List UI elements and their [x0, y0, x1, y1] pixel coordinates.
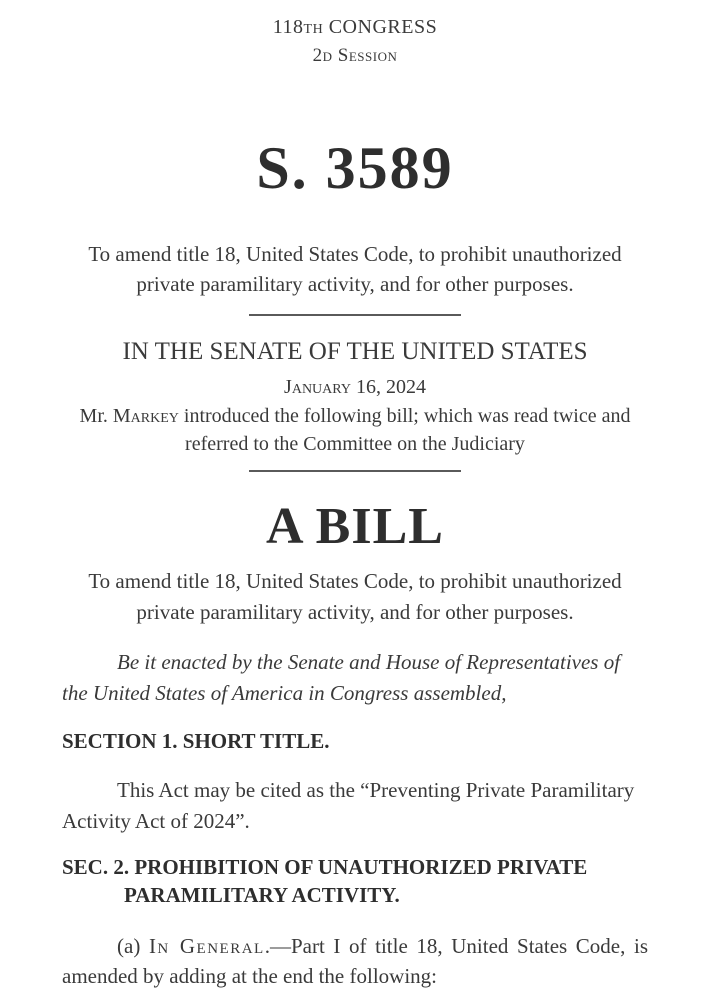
subsection-a-label: In General: [148, 933, 265, 958]
congress-line: 118th CONGRESS: [272, 16, 438, 38]
action-prefix: Mr.: [79, 405, 113, 428]
bill-number: S. 3589: [256, 134, 454, 201]
introduction-date: January 16, 2024: [284, 376, 426, 399]
section-1-heading: SECTION 1. SHORT TITLE.: [62, 729, 330, 754]
sponsor-name: Markey: [112, 405, 179, 428]
section-2-subsection-a: [62, 931, 648, 992]
action-text: introduced the following bill; which was read twice and referred to the Committee on the Judiciary: [178, 405, 631, 456]
section-2-heading: SEC. 2. PROHIBITION OF UNAUTHORIZED PRIVATE PARAMILITARY ACTIVITY.: [62, 855, 588, 907]
divider-rule-top: [249, 314, 461, 316]
introduction-action: [62, 402, 648, 458]
a-bill-heading: A BILL: [266, 498, 444, 556]
section-1-body: This Act may be cited as the “Preventing Private Paramilitary Activity Act of 2024”.: [62, 778, 635, 833]
purpose-statement-repeat: To amend title 18, United States Code, to prohibit unauthorized private paramilitary activity, and for other purposes.: [88, 569, 622, 624]
divider-rule-bottom: [249, 470, 461, 472]
subsection-a-text: .—Part I of title 18, United States Code, is amended by adding at the end the following:: [62, 933, 649, 989]
chamber-heading: IN THE SENATE OF THE UNITED STATES: [122, 337, 588, 365]
subsection-a-prefix: (a): [117, 933, 149, 958]
enacting-clause: Be it enacted by the Senate and House of Representatives of the United States of America in Congress assembled,: [62, 650, 621, 705]
session-line: 2d Session: [312, 45, 398, 66]
purpose-statement: To amend title 18, United States Code, to prohibit unauthorized private paramilitary activity, and for other purposes.: [88, 241, 622, 297]
